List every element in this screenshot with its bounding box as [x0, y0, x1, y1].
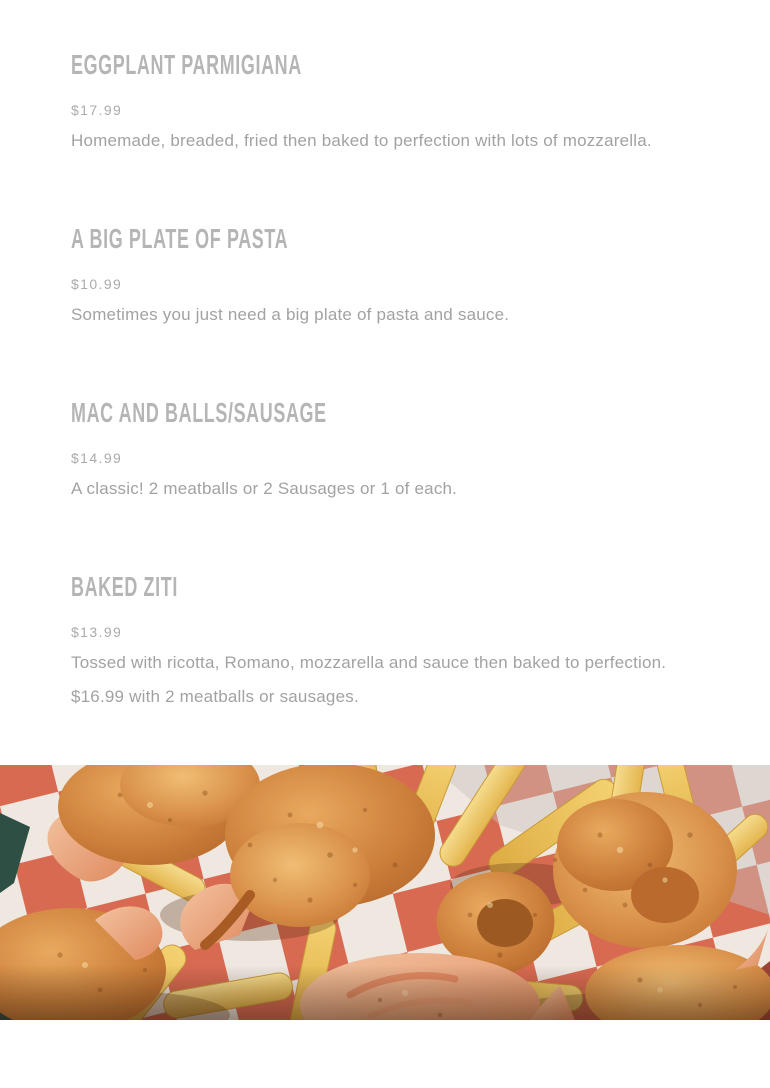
menu-item-price: $14.99 [71, 450, 123, 466]
menu-item-title: BAKED ZITI [71, 571, 178, 602]
menu-item-big-plate-of-pasta [71, 224, 699, 332]
menu-item-description: Sometimes you just need a big plate of pasta and sauce. [71, 305, 510, 324]
menu-item-price: $13.99 [71, 624, 123, 640]
menu-item-title: MAC AND BALLS/SAUSAGE [71, 397, 327, 428]
menu-item-description: A classic! 2 meatballs or 2 Sausages or 1 of each. [71, 479, 458, 498]
menu-item-title: A BIG PLATE OF PASTA [71, 223, 289, 254]
menu-item-baked-ziti [71, 572, 699, 714]
menu-item-description: Homemade, breaded, fried then baked to perfection with lots of mozzarella. [71, 131, 652, 150]
menu-item-title: EGGPLANT PARMIGIANA [71, 49, 302, 80]
menu-item-price: $17.99 [71, 102, 123, 118]
fried-shrimp-and-fries-photo [0, 765, 770, 1020]
food-photo-illustration [0, 765, 770, 1020]
menu-item-eggplant-parmigiana [71, 50, 699, 158]
photo-bottom-shadow [0, 965, 770, 1020]
menu-item-price: $10.99 [71, 276, 123, 292]
menu-item-description: Tossed with ricotta, Romano, mozzarella and sauce then baked to perfection. $16.99 with 2 meatballs or sausages. [71, 653, 667, 706]
menu-item-mac-and-balls-sausage [71, 398, 699, 506]
